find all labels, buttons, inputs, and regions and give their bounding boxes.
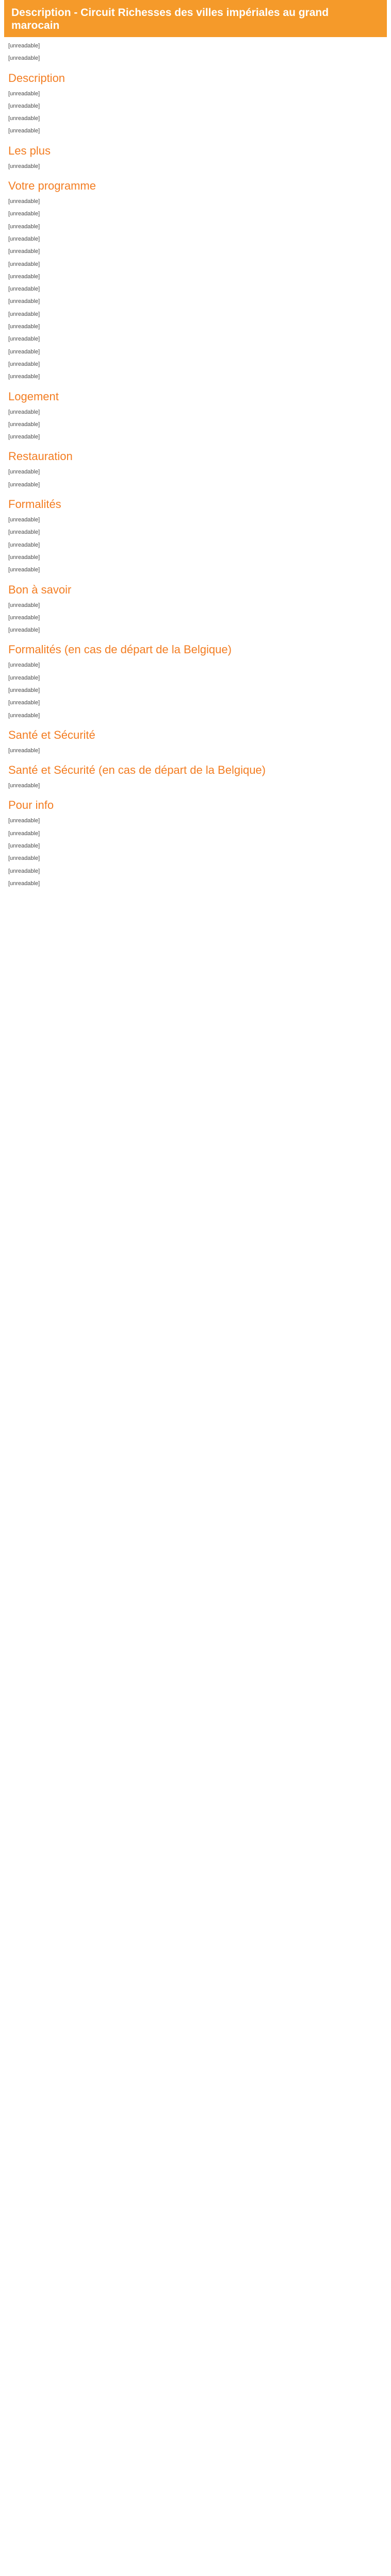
paragraph: [unreadable] [8,712,40,719]
section-heading: Formalités (en cas de départ de la Belgique) [8,643,232,656]
section [8,42,383,62]
paragraph: [unreadable] [8,248,40,255]
paragraph: [unreadable] [8,554,40,561]
section-heading: Logement [8,389,59,403]
paragraph: [unreadable] [8,567,40,573]
section [8,144,383,170]
section [8,390,383,441]
paragraph: [unreadable] [8,541,40,548]
section-heading: Santé et Sécurité [8,728,95,741]
paragraph: [unreadable] [8,868,40,874]
paragraph: [unreadable] [8,674,40,681]
section-heading: Votre programme [8,179,96,193]
paragraph: [unreadable] [8,687,40,693]
page-title-banner [4,0,387,37]
paragraph: [unreadable] [8,529,40,536]
paragraph: [unreadable] [8,348,40,355]
paragraph: [unreadable] [8,261,40,267]
section [8,72,383,135]
paragraph: [unreadable] [8,374,40,380]
paragraph: [unreadable] [8,361,40,367]
section [8,583,383,634]
paragraph: [unreadable] [8,855,40,862]
section [8,728,383,754]
page-title: Description - Circuit Richesses des villes impériales au grand marocain [11,7,329,31]
paragraph: [unreadable] [8,662,40,669]
paragraph: [unreadable] [8,818,40,824]
paragraph: [unreadable] [8,469,40,476]
paragraph: [unreadable] [8,830,40,837]
paragraph: [unreadable] [8,481,40,488]
paragraph: [unreadable] [8,115,40,122]
section-heading: Pour info [8,799,54,812]
paragraph: [unreadable] [8,517,40,523]
paragraph: [unreadable] [8,223,40,230]
paragraph: [unreadable] [8,783,40,789]
section-heading: Formalités [8,498,61,511]
paragraph: [unreadable] [8,55,40,62]
paragraph: [unreadable] [8,43,40,49]
section [8,450,383,488]
main-content [4,37,387,902]
paragraph: [unreadable] [8,286,40,293]
paragraph: [unreadable] [8,273,40,280]
paragraph: [unreadable] [8,235,40,242]
section [8,643,383,719]
paragraph: [unreadable] [8,324,40,330]
section-heading: Description [8,71,66,84]
paragraph: [unreadable] [8,434,40,440]
paragraph: [unreadable] [8,211,40,217]
paragraph: [unreadable] [8,421,40,428]
paragraph: [unreadable] [8,843,40,850]
paragraph: [unreadable] [8,128,40,134]
section-heading: Bon à savoir [8,583,72,596]
paragraph: [unreadable] [8,298,40,305]
section-heading: Restauration [8,450,73,463]
paragraph: [unreadable] [8,336,40,343]
paragraph: [unreadable] [8,700,40,706]
paragraph: [unreadable] [8,103,40,109]
section [8,179,383,380]
paragraph: [unreadable] [8,311,40,317]
paragraph: [unreadable] [8,198,40,205]
section [8,764,383,789]
paragraph: [unreadable] [8,747,40,754]
paragraph: [unreadable] [8,614,40,621]
paragraph: [unreadable] [8,409,40,415]
paragraph: [unreadable] [8,602,40,608]
section-heading: Santé et Sécurité (en cas de départ de la Belgique) [8,764,266,777]
section [8,799,383,887]
paragraph: [unreadable] [8,163,40,170]
paragraph: [unreadable] [8,90,40,97]
paragraph: [unreadable] [8,880,40,887]
section-heading: Les plus [8,144,51,157]
paragraph: [unreadable] [8,627,40,634]
section [8,498,383,573]
